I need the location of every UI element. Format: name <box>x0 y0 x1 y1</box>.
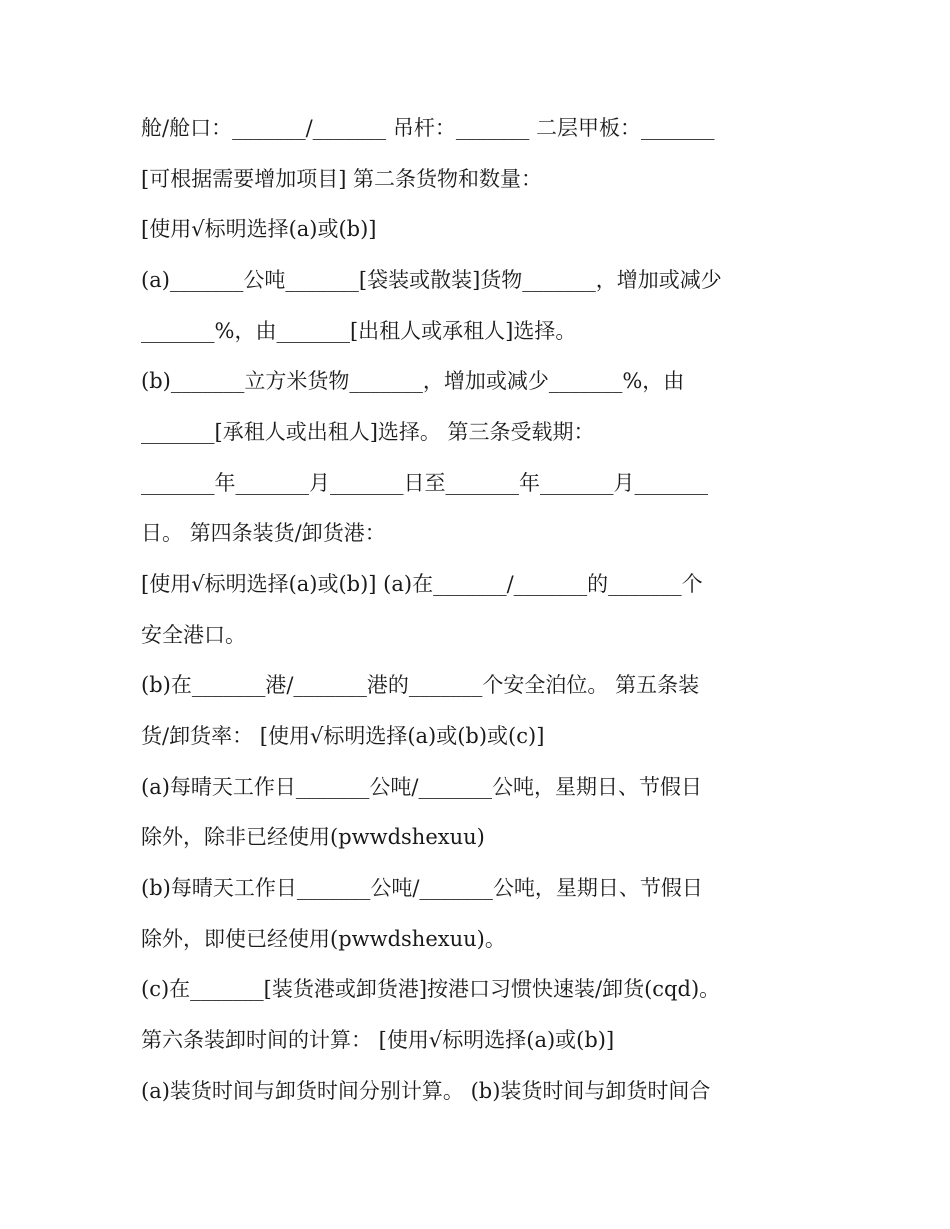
text-line-laycan-dates: _______年_______月_______日至_______年_______月_______ <box>141 471 708 495</box>
text-line-cargo-option-b: (b)_______立方米货物_______，增加或减少_______%，由 <box>141 369 685 393</box>
text-line-hold-hatch: 舱/舱口：_______/_______ 吊杆：_______ 二层甲板：_______ <box>141 116 715 140</box>
text-line-loading-rate-heading: 货/卸货率： [使用√标明选择(a)或(b)或(c)] <box>141 724 545 748</box>
text-line-rate-option-a: (a)每晴天工作日_______公吨/_______公吨，星期日、节假日 <box>141 775 702 799</box>
text-line-rate-option-c: (c)在_______[装货港或卸货港]按港口习惯快速装/卸货(cqd)。 <box>141 977 721 1001</box>
text-line-cargo-option-a: (a)_______公吨_______[袋装或散装]货物_______，增加或减少 <box>141 268 722 292</box>
text-line-rate-option-b-cont: 除外，即使已经使用(pwwdshexuu)。 <box>141 927 506 951</box>
text-line-berths-option-b: (b)在_______港/_______港的_______个安全泊位。 第五条装 <box>141 673 700 697</box>
text-line-select-a-b: [使用√标明选择(a)或(b)] <box>141 217 377 241</box>
text-line-laytime-options: (a)装货时间与卸货时间分别计算。 (b)装货时间与卸货时间合 <box>141 1079 711 1103</box>
text-line-cargo-option-a-cont: _______%，由_______[出租人或承租人]选择。 <box>141 319 577 343</box>
text-line-article-6-heading: 第六条装卸时间的计算： [使用√标明选择(a)或(b)] <box>141 1028 615 1052</box>
text-line-rate-option-b: (b)每晴天工作日_______公吨/_______公吨，星期日、节假日 <box>141 876 703 900</box>
text-line-safe-ports: 安全港口。 <box>141 623 246 647</box>
text-line-article-4-heading: 日。 第四条装货/卸货港： <box>141 521 386 545</box>
text-line-article-2-heading: [可根据需要增加项目] 第二条货物和数量： <box>141 167 543 191</box>
text-line-ports-option-a: [使用√标明选择(a)或(b)] (a)在_______/_______的_______个 <box>141 572 703 596</box>
text-line-article-3-heading: _______[承租人或出租人]选择。 第三条受载期： <box>141 420 595 444</box>
text-line-rate-option-a-cont: 除外，除非已经使用(pwwdshexuu) <box>141 825 485 849</box>
